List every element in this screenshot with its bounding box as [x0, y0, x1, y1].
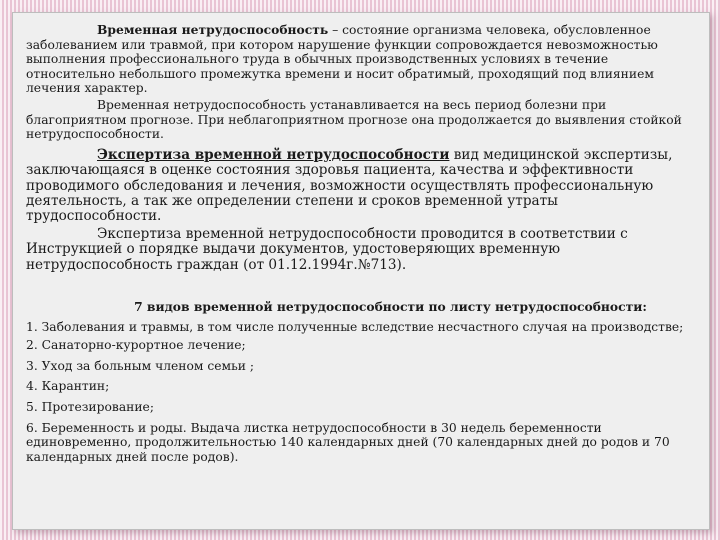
list-item: 6. Беременность и роды. Выдача листка нетрудоспособности в 30 недель беременности единовременно, продолжительностью 140 календарных дней (70 календарных дней до родов и 70 календарных дней после родов).: [26, 420, 670, 464]
duration-text: Временная нетрудоспособность устанавливается на весь период болезни при благоприятном прогнозе. При неблагоприятном прогнозе она продолжается до выявления стойкой нетрудоспособности.: [26, 97, 682, 142]
list-item: 3. Уход за больным членом семьи ;: [26, 358, 255, 373]
instruction-text: Экспертиза временной нетрудоспособности проводится в соответствии с Инструкцией о порядке выдачи документов, удостоверяющих временную нетрудоспособность граждан (от 01.12.1994г.№713).: [26, 225, 628, 273]
list-item: 4. Карантин;: [26, 379, 110, 394]
list-heading: 7 видов временной нетрудоспособности по листу нетрудоспособности:: [134, 299, 647, 314]
definition-text: – состояние организма человека, обусловленное заболеванием или травмой, при котором нарушение функции сопровождается невозможностью выполнения профессионального труда в обычных производственных условиях в течение относительно небольшого промежутка времени и носит обратимый, проходящий под влиянием лечения характер.: [26, 23, 658, 96]
paragraph-instruction: [26, 227, 695, 273]
types-list: [26, 320, 695, 465]
list-item: 2. Санаторно-курортное лечение;: [26, 338, 246, 353]
expertise-text: вид медицинской экспертизы, заключающаяся в оценке состояния здоровья пациента, качества и эффективности проводимого обследования и лечения, возможности осуществлять профессиональную деятельность, а так же определении степени и сроков временной утраты трудоспособности.: [26, 146, 673, 225]
paragraph-expertise: [26, 148, 695, 225]
list-item: 5. Протезирование;: [26, 399, 154, 414]
slide: [12, 12, 710, 530]
paragraph-duration: [26, 98, 695, 142]
list-item: 1. Заболевания и травмы, в том числе полученные вследствие несчастного случая на производстве;: [26, 319, 684, 334]
expertise-term: Экспертиза временной нетрудоспособности: [97, 146, 450, 163]
paragraph-definition: [26, 23, 695, 96]
definition-term: Временная нетрудоспособность: [97, 22, 329, 37]
